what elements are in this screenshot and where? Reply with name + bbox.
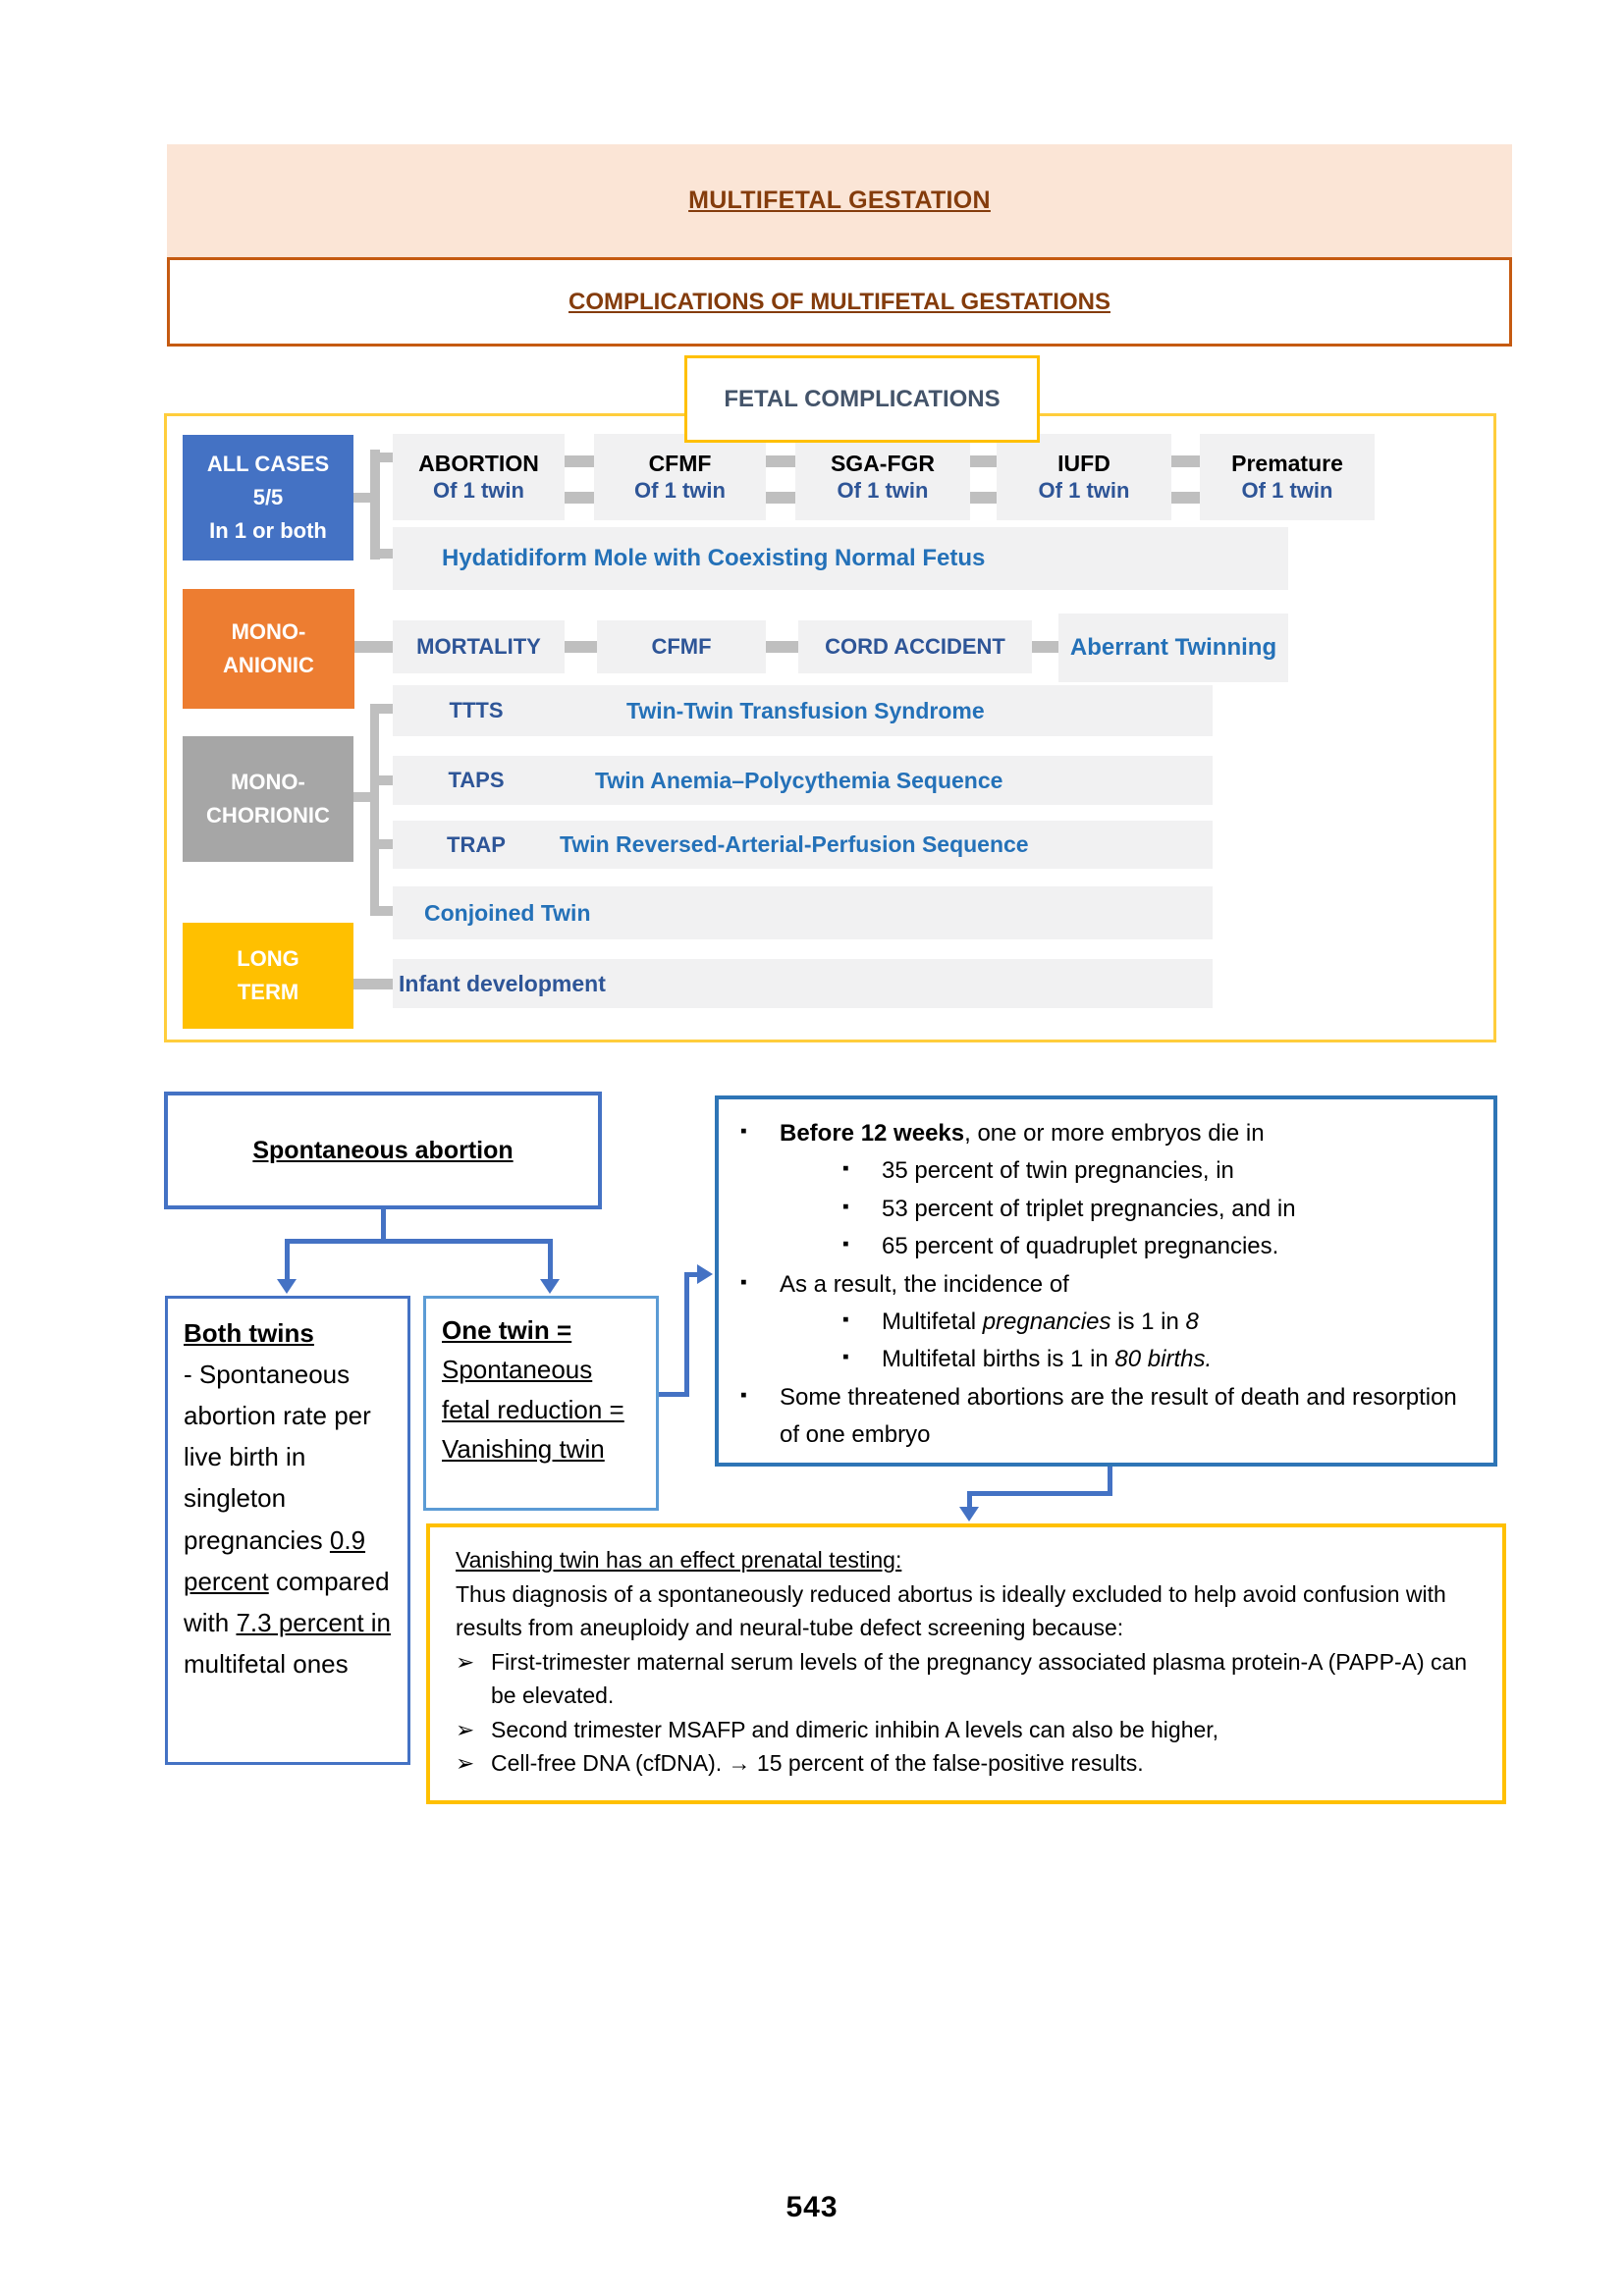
bullet-item: [842, 1341, 1482, 1378]
group-mono-chorionic: [183, 736, 353, 862]
complication-label: Conjoined Twin: [424, 899, 591, 926]
bullet-item: [740, 1266, 1482, 1304]
bullet-icon: ▪: [740, 1121, 747, 1142]
complication-cfmf: [594, 434, 766, 520]
group-mono-anionic: [183, 589, 354, 709]
syndrome-abbr: TTTS: [449, 698, 504, 722]
group-all-cases: [183, 435, 353, 561]
complication-subtitle: Of 1 twin: [433, 478, 524, 503]
group-label-line: In 1 or both: [209, 518, 327, 544]
arrowhead-icon: ➢: [456, 1750, 475, 1776]
connector-bar: [1171, 455, 1200, 467]
title-banner: [167, 144, 1512, 257]
connector-line: [379, 775, 393, 785]
connector-line: [285, 1239, 553, 1244]
group-label-line: LONG: [237, 945, 299, 971]
arrowhead-icon: ➢: [456, 1648, 475, 1675]
connector-line: [967, 1491, 972, 1509]
connector-bar: [766, 455, 795, 467]
one-twin-box: [423, 1296, 659, 1511]
bullet-icon: ▪: [842, 1308, 849, 1330]
bullet-item: [842, 1228, 1482, 1265]
connector-line: [370, 450, 380, 560]
group-label-line: CHORIONIC: [206, 803, 330, 828]
connector-line: [380, 453, 393, 462]
bullet-icon: ▪: [842, 1347, 849, 1368]
arrow-list-item: [456, 1746, 1477, 1781]
complication-hydatidiform: [393, 527, 1288, 590]
connector-bar: [970, 492, 997, 504]
both-twins-box: [165, 1296, 410, 1765]
complication-label: Aberrant Twinning: [1069, 634, 1277, 661]
section-label: FETAL COMPLICATIONS: [724, 385, 1001, 412]
arrow-down-icon: [277, 1279, 297, 1294]
complication-label: Infant development: [399, 970, 606, 996]
page-title: MULTIFETAL GESTATION: [688, 187, 991, 214]
complication-premature: [1200, 434, 1375, 520]
stats-box: [715, 1095, 1497, 1467]
connector-bar: [1032, 641, 1058, 653]
arrow-down-icon: [959, 1507, 979, 1522]
page-subtitle: COMPLICATIONS OF MULTIFETAL GESTATIONS: [568, 288, 1110, 315]
connector-bar: [766, 492, 795, 504]
arrow-list-item: [456, 1713, 1477, 1747]
arrow-down-icon: [540, 1279, 560, 1294]
complication-aberrant-twinning: [1058, 614, 1288, 682]
complication-title: IUFD: [1057, 451, 1110, 476]
connector-line: [379, 704, 393, 714]
group-label-line: ALL CASES: [206, 451, 330, 476]
box-title: Spontaneous abortion: [252, 1136, 514, 1164]
arrow-list-item: [456, 1645, 1477, 1713]
connector-line: [684, 1272, 689, 1397]
connector-bar: [565, 641, 597, 653]
group-label-line: TERM: [237, 980, 299, 1004]
complication-title: CFMF: [651, 634, 712, 659]
bullet-item: [842, 1152, 1482, 1190]
connector-line: [379, 906, 393, 916]
bullet-text: Some threatened abortions are the result of death and resorption of one embryo: [780, 1383, 1457, 1449]
connector-line: [380, 549, 393, 559]
syndrome-name: Twin Anemia–Polycythemia Sequence: [595, 767, 1003, 793]
group-label-line: 5/5: [252, 484, 284, 509]
complication-sga-fgr: [795, 434, 970, 520]
connector-bar: [565, 492, 594, 504]
spontaneous-abortion-box: [164, 1092, 602, 1209]
connector-line: [353, 493, 370, 503]
connector-line: [381, 1209, 386, 1240]
complication-title: ABORTION: [418, 451, 539, 476]
bullet-icon: ▪: [842, 1158, 849, 1180]
bullet-text: As a result, the incidence of: [780, 1270, 1069, 1298]
bullet-text: Before 12 weeks, one or more embryos die in: [780, 1120, 1265, 1147]
connector-bar: [565, 455, 594, 467]
syndrome-name: Twin Reversed-Arterial-Perfusion Sequence: [560, 831, 1029, 857]
syndrome-ttts: [393, 685, 1213, 736]
complication-subtitle: Of 1 twin: [1241, 478, 1333, 503]
group-long-term: [183, 923, 353, 1029]
bullet-item: [740, 1115, 1482, 1152]
syndrome-taps: [393, 756, 1213, 805]
box-body: - Spontaneous abortion rate per live birth in singleton pregnancies 0.9 percent compared with 7.3 percent in multifetal ones: [184, 1360, 392, 1679]
arrowhead-icon: ➢: [456, 1716, 475, 1742]
group-label-line: ANIONIC: [223, 653, 314, 677]
bullet-icon: ▪: [740, 1384, 747, 1406]
complication-subtitle: Of 1 twin: [837, 478, 929, 503]
bullet-text: Multifetal pregnancies is 1 in 8: [882, 1308, 1199, 1335]
complication-cfmf-2: [597, 620, 766, 673]
bullet-item: [842, 1304, 1482, 1341]
bullet-text: 53 percent of triplet pregnancies, and in: [882, 1195, 1296, 1222]
bullet-item: [740, 1379, 1482, 1455]
complication-mortality: [393, 620, 565, 673]
bullet-icon: ▪: [842, 1196, 849, 1217]
box-title: Both twins: [184, 1318, 314, 1348]
arrow-right-icon: [697, 1264, 713, 1284]
complication-title: CORD ACCIDENT: [825, 634, 1005, 659]
complication-abortion: [393, 434, 565, 520]
connector-line: [684, 1272, 698, 1277]
complication-conjoined-twin: [393, 886, 1213, 939]
list-item-text: Second trimester MSAFP and dimeric inhibin A levels can also be higher,: [491, 1716, 1219, 1742]
complication-subtitle: Of 1 twin: [1038, 478, 1130, 503]
connector-bar: [353, 979, 393, 989]
syndrome-abbr: TAPS: [448, 768, 505, 792]
subtitle-box: [167, 257, 1512, 347]
fetal-complications-box: [684, 355, 1040, 443]
bullet-text: 35 percent of twin pregnancies, in: [882, 1157, 1234, 1185]
box-title: Vanishing twin has an effect prenatal testing:: [456, 1547, 902, 1573]
connector-bar: [766, 641, 798, 653]
complication-cord-accident: [798, 620, 1032, 673]
complication-subtitle: Of 1 twin: [634, 478, 726, 503]
bullet-icon: ▪: [740, 1271, 747, 1293]
group-label-line: MONO-: [231, 769, 305, 794]
complication-title: SGA-FGR: [830, 451, 936, 476]
group-label-line: MONO-: [231, 618, 306, 644]
connector-line: [548, 1239, 553, 1280]
bullet-icon: ▪: [842, 1234, 849, 1255]
connector-bar: [970, 455, 997, 467]
connector-line: [285, 1239, 290, 1280]
complication-label: Hydatidiform Mole with Coexisting Normal Fetus: [442, 545, 986, 571]
bullet-text: Multifetal births is 1 in 80 births.: [882, 1346, 1213, 1373]
list-item-text: First-trimester maternal serum levels of the pregnancy associated plasma protein-A (PAPP-A) can be elevated.: [491, 1648, 1468, 1708]
box-title: One twin =: [442, 1315, 572, 1345]
connector-bar: [1171, 492, 1200, 504]
connector-line: [967, 1491, 1112, 1496]
connector-bar: [353, 641, 393, 653]
page-number: 543: [785, 2191, 839, 2223]
bullet-item: [842, 1191, 1482, 1228]
box-intro: Thus diagnosis of a spontaneously reduced abortus is ideally excluded to help avoid confusion with results from aneuploidy and neural-tube defect screening because:: [456, 1580, 1446, 1640]
list-item-text: Cell-free DNA (cfDNA). → 15 percent of the false-positive results.: [491, 1750, 1144, 1776]
complication-title: CFMF: [648, 451, 712, 476]
connector-line: [353, 792, 370, 802]
complication-title: Premature: [1231, 451, 1343, 476]
bullet-text: 65 percent of quadruplet pregnancies.: [882, 1233, 1279, 1260]
syndrome-name: Twin-Twin Transfusion Syndrome: [626, 697, 985, 723]
syndrome-abbr: TRAP: [447, 831, 506, 857]
vanishing-twin-box: [426, 1523, 1506, 1804]
complication-title: MORTALITY: [416, 634, 541, 659]
connector-line: [379, 839, 393, 849]
syndrome-trap: [393, 821, 1213, 869]
box-body: Spontaneous fetal reduction = Vanishing twin: [442, 1355, 624, 1464]
complication-infant-development: [393, 959, 1213, 1008]
complication-iufd: [997, 434, 1171, 520]
connector-line: [370, 704, 379, 916]
